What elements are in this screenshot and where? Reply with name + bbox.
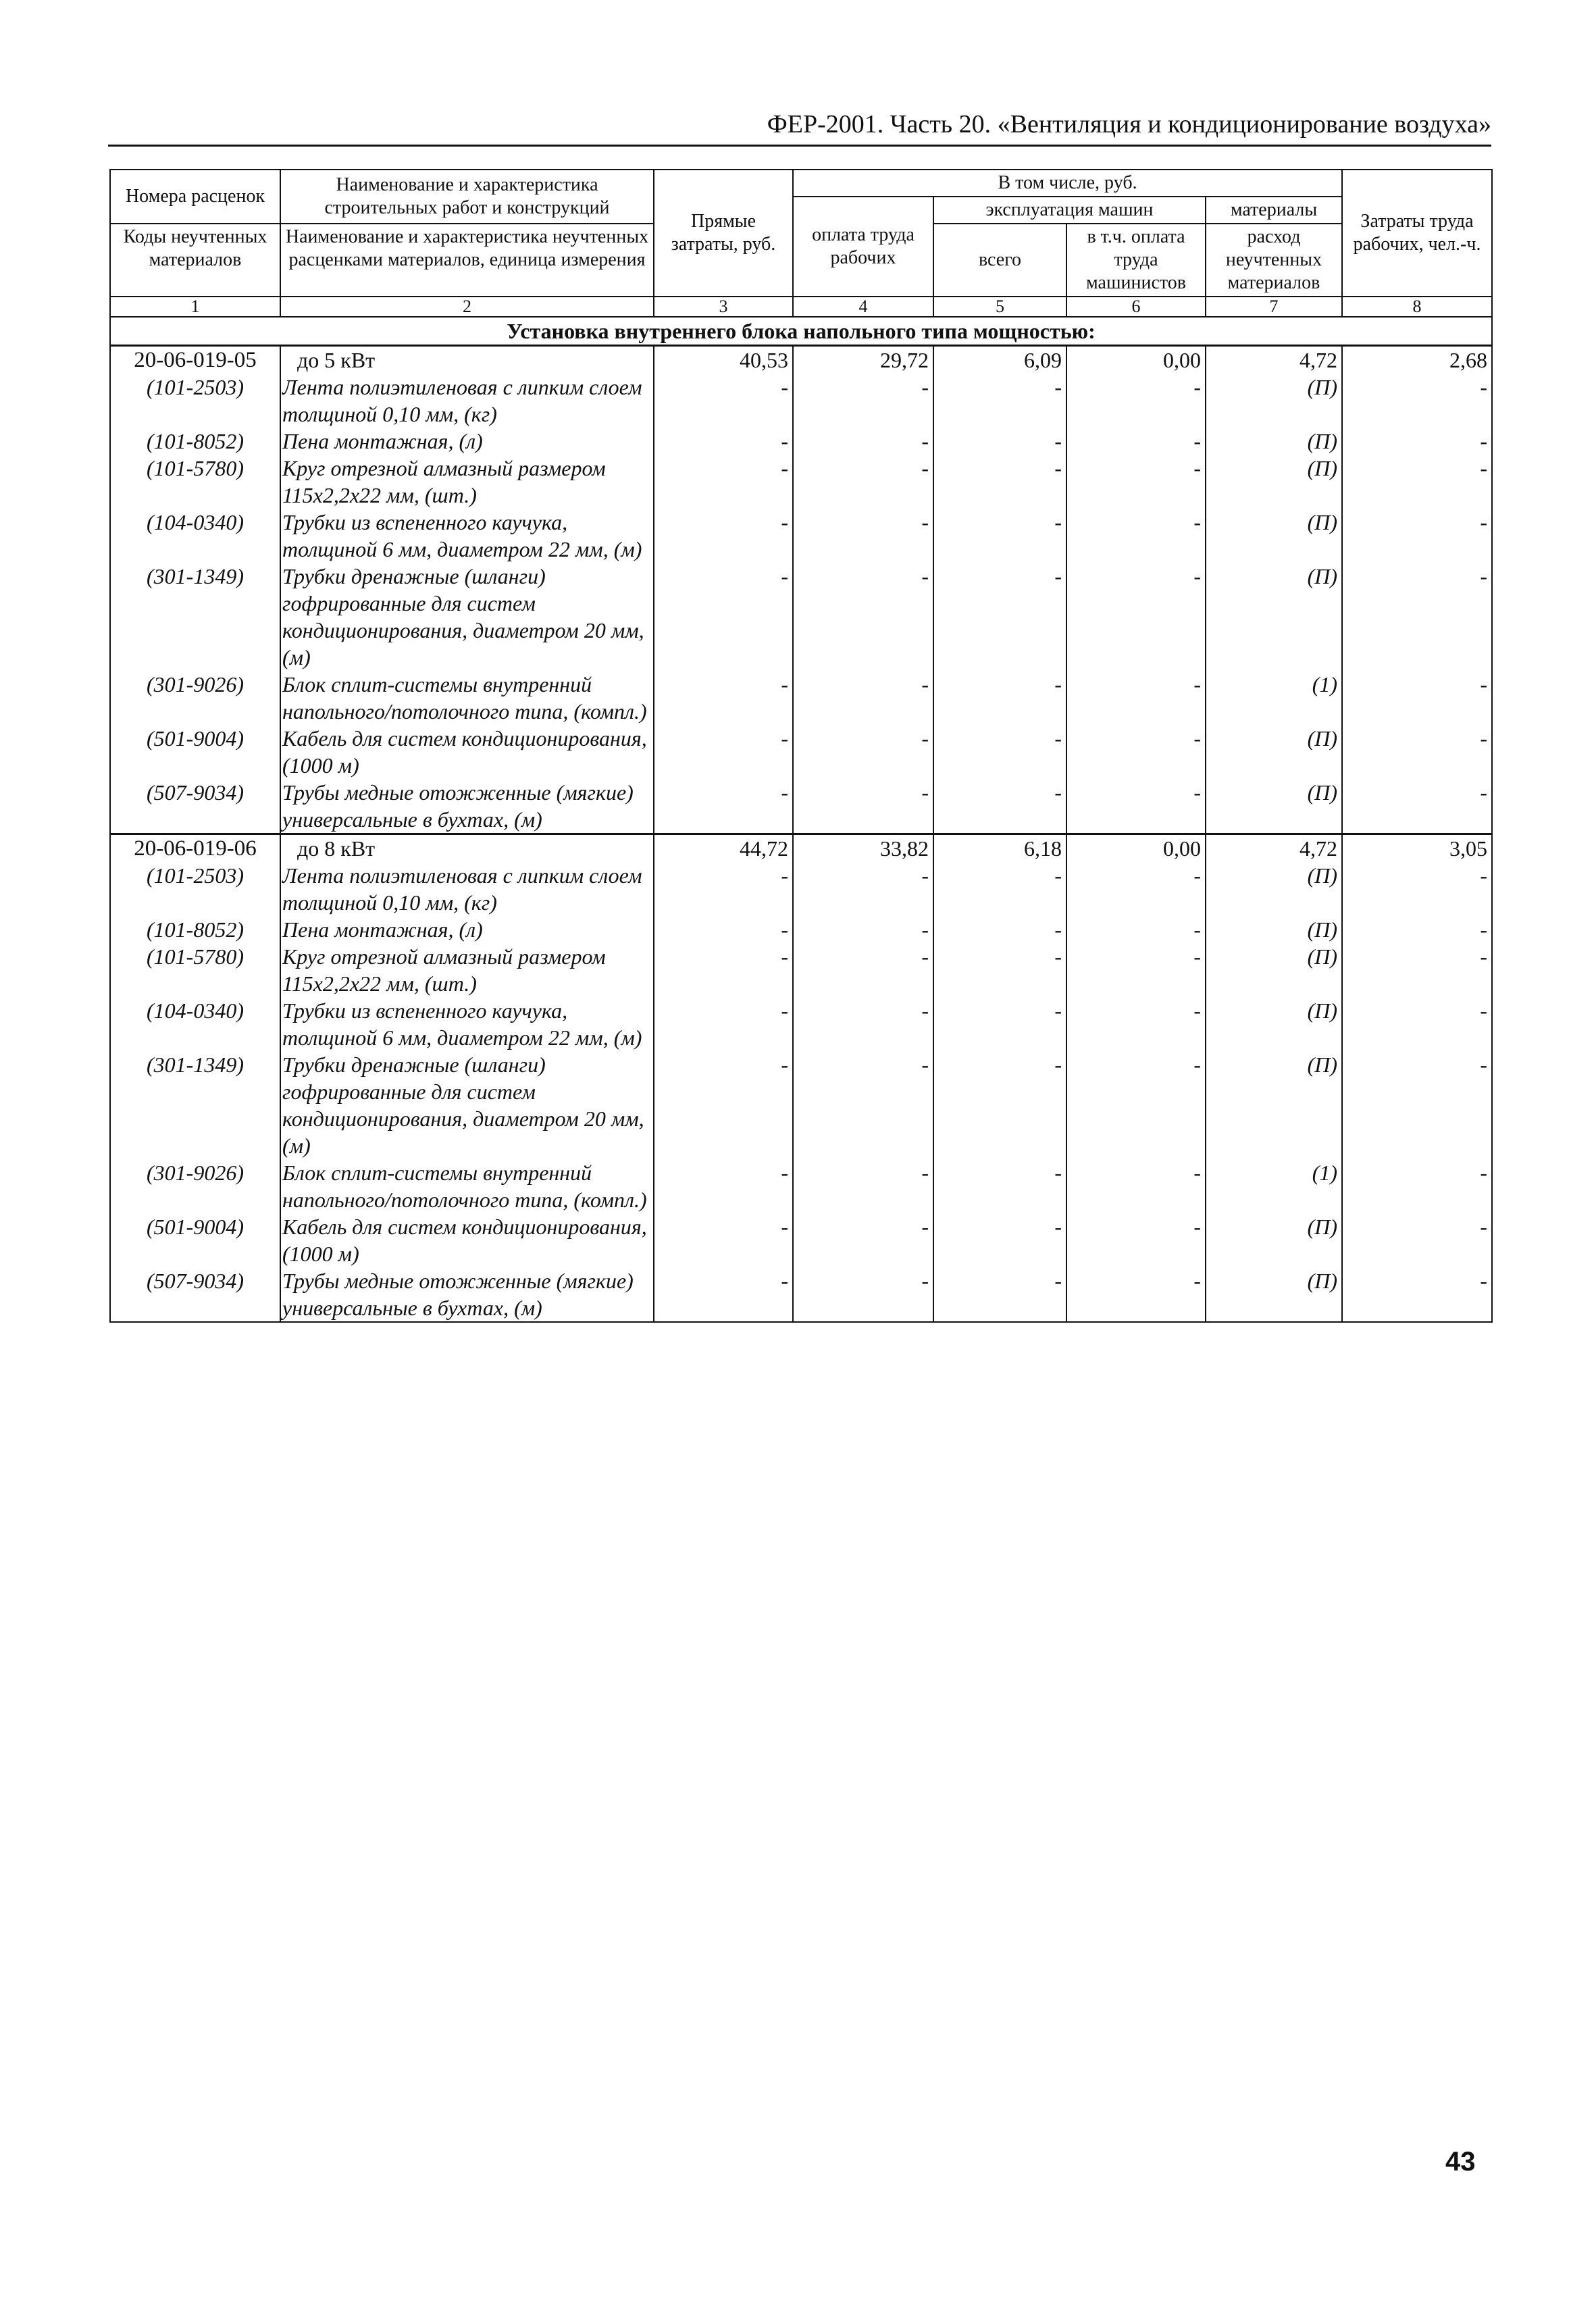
material-name: Пена монтажная, (л) xyxy=(280,916,654,943)
empty-value-dash: - xyxy=(933,862,1066,916)
empty-value-dash: - xyxy=(654,671,793,725)
material-unit: (П) xyxy=(1206,779,1342,834)
empty-value-dash: - xyxy=(1342,671,1492,725)
material-row xyxy=(110,1159,1492,1213)
direct-costs-value: 40,53 xyxy=(654,346,793,374)
empty-value-dash: - xyxy=(654,943,793,997)
empty-value-dash: - xyxy=(1342,1159,1492,1213)
empty-value-dash: - xyxy=(933,563,1066,671)
empty-value-dash: - xyxy=(933,374,1066,428)
empty-value-dash: - xyxy=(1342,725,1492,779)
material-unit: (П) xyxy=(1206,509,1342,563)
empty-value-dash: - xyxy=(933,1213,1066,1267)
header-labor-hours: Затраты труда рабочих, чел.-ч. xyxy=(1342,170,1492,297)
empty-value-dash: - xyxy=(1066,374,1206,428)
material-unit: (П) xyxy=(1206,1267,1342,1322)
column-number: 7 xyxy=(1206,297,1342,317)
rate-code: 20-06-019-05 xyxy=(110,346,280,374)
empty-value-dash: - xyxy=(1066,1213,1206,1267)
material-name: Трубы медные отожженные (мягкие) универсальные в бухтах, (м) xyxy=(280,779,654,834)
material-code: (507-9034) xyxy=(110,1267,280,1322)
empty-value-dash: - xyxy=(933,455,1066,509)
empty-value-dash: - xyxy=(933,779,1066,834)
material-code: (301-9026) xyxy=(110,671,280,725)
header-unaccounted-materials: расход неучтенных материалов xyxy=(1206,224,1342,297)
material-row xyxy=(110,428,1492,455)
empty-value-dash: - xyxy=(654,779,793,834)
empty-value-dash: - xyxy=(654,509,793,563)
rate-code: 20-06-019-06 xyxy=(110,834,280,863)
empty-value-dash: - xyxy=(654,997,793,1051)
material-name: Пена монтажная, (л) xyxy=(280,428,654,455)
header-labor-pay: оплата труда рабочих xyxy=(793,197,933,297)
empty-value-dash: - xyxy=(1066,1051,1206,1159)
empty-value-dash: - xyxy=(933,509,1066,563)
empty-value-dash: - xyxy=(933,1051,1066,1159)
section-title-row xyxy=(110,317,1492,346)
material-unit: (П) xyxy=(1206,725,1342,779)
material-row xyxy=(110,509,1492,563)
header-machinists-pay: в т.ч. оплата труда машинистов xyxy=(1066,224,1206,297)
empty-value-dash: - xyxy=(793,455,933,509)
material-name: Блок сплит-системы внутренний напольного/потолочного типа, (компл.) xyxy=(280,1159,654,1213)
material-code: (101-2503) xyxy=(110,374,280,428)
empty-value-dash: - xyxy=(654,725,793,779)
empty-value-dash: - xyxy=(1066,943,1206,997)
rate-name: до 8 кВт xyxy=(280,834,654,863)
empty-value-dash: - xyxy=(793,725,933,779)
material-row xyxy=(110,455,1492,509)
empty-value-dash: - xyxy=(793,509,933,563)
labor-hours-value: 2,68 xyxy=(1342,346,1492,374)
empty-value-dash: - xyxy=(933,916,1066,943)
material-unit: (П) xyxy=(1206,916,1342,943)
empty-value-dash: - xyxy=(933,725,1066,779)
empty-value-dash: - xyxy=(654,1213,793,1267)
material-row xyxy=(110,943,1492,997)
empty-value-dash: - xyxy=(654,1159,793,1213)
material-unit: (П) xyxy=(1206,862,1342,916)
material-row xyxy=(110,563,1492,671)
material-row xyxy=(110,916,1492,943)
empty-value-dash: - xyxy=(654,1051,793,1159)
rate-name: до 5 кВт xyxy=(280,346,654,374)
header-group: В том числе, руб. xyxy=(793,170,1342,197)
direct-costs-value: 44,72 xyxy=(654,834,793,863)
material-name: Круг отрезной алмазный размером 115х2,2х22 мм, (шт.) xyxy=(280,943,654,997)
empty-value-dash: - xyxy=(793,428,933,455)
empty-value-dash: - xyxy=(1342,1267,1492,1322)
material-code: (301-1349) xyxy=(110,563,280,671)
machinists-pay-value: 0,00 xyxy=(1066,346,1206,374)
material-name: Трубки из вспененного каучука, толщиной 6 мм, диаметром 22 мм, (м) xyxy=(280,997,654,1051)
empty-value-dash: - xyxy=(1066,916,1206,943)
material-unit: (П) xyxy=(1206,563,1342,671)
material-unit: (1) xyxy=(1206,1159,1342,1213)
material-unit: (П) xyxy=(1206,1051,1342,1159)
rate-row xyxy=(110,346,1492,374)
material-code: (104-0340) xyxy=(110,509,280,563)
material-row xyxy=(110,862,1492,916)
material-row xyxy=(110,1267,1492,1322)
running-header: ФЕР-2001. Часть 20. «Вентиляция и кондиционирование воздуха» xyxy=(108,109,1491,147)
section-title: Установка внутреннего блока напольного типа мощностью: xyxy=(110,317,1492,346)
empty-value-dash: - xyxy=(793,779,933,834)
labor-pay-value: 33,82 xyxy=(793,834,933,863)
material-code: (301-1349) xyxy=(110,1051,280,1159)
header-materials: материалы xyxy=(1206,197,1342,224)
empty-value-dash: - xyxy=(1066,725,1206,779)
empty-value-dash: - xyxy=(793,1159,933,1213)
empty-value-dash: - xyxy=(1066,862,1206,916)
empty-value-dash: - xyxy=(654,862,793,916)
material-name: Трубки из вспененного каучука, толщиной 6 мм, диаметром 22 мм, (м) xyxy=(280,509,654,563)
material-name: Трубки дренажные (шланги) гофрированные для систем кондиционирования, диаметром 20 мм, (м) xyxy=(280,563,654,671)
material-unit: (П) xyxy=(1206,455,1342,509)
column-number: 2 xyxy=(280,297,654,317)
empty-value-dash: - xyxy=(1342,943,1492,997)
material-name: Блок сплит-системы внутренний напольного/потолочного типа, (компл.) xyxy=(280,671,654,725)
empty-value-dash: - xyxy=(933,671,1066,725)
material-code: (501-9004) xyxy=(110,1213,280,1267)
empty-value-dash: - xyxy=(793,997,933,1051)
empty-value-dash: - xyxy=(654,374,793,428)
empty-value-dash: - xyxy=(793,671,933,725)
empty-value-dash: - xyxy=(1066,509,1206,563)
empty-value-dash: - xyxy=(1066,428,1206,455)
material-unit: (П) xyxy=(1206,428,1342,455)
empty-value-dash: - xyxy=(793,916,933,943)
labor-hours-value: 3,05 xyxy=(1342,834,1492,863)
empty-value-dash: - xyxy=(933,428,1066,455)
empty-value-dash: - xyxy=(654,1267,793,1322)
material-code: (104-0340) xyxy=(110,997,280,1051)
material-code: (101-5780) xyxy=(110,943,280,997)
material-unit: (П) xyxy=(1206,943,1342,997)
material-row xyxy=(110,374,1492,428)
empty-value-dash: - xyxy=(1342,455,1492,509)
header-col2-top: Наименование и характеристика строительных работ и конструкций xyxy=(280,170,654,224)
material-name: Кабель для систем кондиционирования, (1000 м) xyxy=(280,725,654,779)
material-code: (101-5780) xyxy=(110,455,280,509)
materials-value: 4,72 xyxy=(1206,346,1342,374)
empty-value-dash: - xyxy=(1066,455,1206,509)
material-unit: (1) xyxy=(1206,671,1342,725)
page-number: 43 xyxy=(1445,2147,1476,2177)
empty-value-dash: - xyxy=(1342,509,1492,563)
rates-table xyxy=(109,169,1493,1323)
header-machines-total: всего xyxy=(933,224,1066,297)
material-code: (501-9004) xyxy=(110,725,280,779)
material-row xyxy=(110,997,1492,1051)
empty-value-dash: - xyxy=(793,1213,933,1267)
empty-value-dash: - xyxy=(654,563,793,671)
empty-value-dash: - xyxy=(933,1159,1066,1213)
empty-value-dash: - xyxy=(1342,779,1492,834)
header-col2-bottom: Наименование и характеристика неучтенных расценками материалов, единица измерения xyxy=(280,224,654,297)
material-row xyxy=(110,671,1492,725)
material-name: Трубы медные отожженные (мягкие) универсальные в бухтах, (м) xyxy=(280,1267,654,1322)
empty-value-dash: - xyxy=(1066,1267,1206,1322)
header-machines: эксплуатация машин xyxy=(933,197,1206,224)
column-number: 5 xyxy=(933,297,1066,317)
material-unit: (П) xyxy=(1206,374,1342,428)
empty-value-dash: - xyxy=(654,916,793,943)
empty-value-dash: - xyxy=(793,943,933,997)
empty-value-dash: - xyxy=(793,563,933,671)
column-number: 3 xyxy=(654,297,793,317)
column-number: 1 xyxy=(110,297,280,317)
empty-value-dash: - xyxy=(1066,779,1206,834)
column-number: 4 xyxy=(793,297,933,317)
empty-value-dash: - xyxy=(654,428,793,455)
material-name: Трубки дренажные (шланги) гофрированные для систем кондиционирования, диаметром 20 мм, (м) xyxy=(280,1051,654,1159)
material-row xyxy=(110,1051,1492,1159)
column-numbers xyxy=(110,297,1492,317)
header-direct-costs: Прямые затраты, руб. xyxy=(654,170,793,297)
empty-value-dash: - xyxy=(1342,862,1492,916)
material-name: Кабель для систем кондиционирования, (1000 м) xyxy=(280,1213,654,1267)
empty-value-dash: - xyxy=(933,997,1066,1051)
empty-value-dash: - xyxy=(793,1267,933,1322)
machines-total-value: 6,09 xyxy=(933,346,1066,374)
material-code: (101-8052) xyxy=(110,428,280,455)
empty-value-dash: - xyxy=(1066,997,1206,1051)
column-number: 6 xyxy=(1066,297,1206,317)
empty-value-dash: - xyxy=(1066,563,1206,671)
material-code: (101-2503) xyxy=(110,862,280,916)
material-unit: (П) xyxy=(1206,1213,1342,1267)
empty-value-dash: - xyxy=(933,943,1066,997)
empty-value-dash: - xyxy=(1066,1159,1206,1213)
empty-value-dash: - xyxy=(1066,671,1206,725)
material-name: Лента полиэтиленовая с липким слоем толщиной 0,10 мм, (кг) xyxy=(280,374,654,428)
material-row xyxy=(110,1213,1492,1267)
material-name: Круг отрезной алмазный размером 115х2,2х22 мм, (шт.) xyxy=(280,455,654,509)
machines-total-value: 6,18 xyxy=(933,834,1066,863)
column-number: 8 xyxy=(1342,297,1492,317)
empty-value-dash: - xyxy=(793,862,933,916)
table-body xyxy=(110,317,1492,1322)
empty-value-dash: - xyxy=(1342,563,1492,671)
empty-value-dash: - xyxy=(1342,428,1492,455)
empty-value-dash: - xyxy=(1342,1213,1492,1267)
material-row xyxy=(110,725,1492,779)
empty-value-dash: - xyxy=(933,1267,1066,1322)
table-header xyxy=(110,170,1492,317)
material-row xyxy=(110,779,1492,834)
header-col1-top: Номера расценок xyxy=(110,170,280,224)
material-code: (507-9034) xyxy=(110,779,280,834)
material-name: Лента полиэтиленовая с липким слоем толщиной 0,10 мм, (кг) xyxy=(280,862,654,916)
empty-value-dash: - xyxy=(1342,374,1492,428)
header-col1-bottom: Коды неучтенных материалов xyxy=(110,224,280,297)
machinists-pay-value: 0,00 xyxy=(1066,834,1206,863)
material-code: (301-9026) xyxy=(110,1159,280,1213)
empty-value-dash: - xyxy=(1342,1051,1492,1159)
empty-value-dash: - xyxy=(1342,997,1492,1051)
rate-row xyxy=(110,834,1492,863)
labor-pay-value: 29,72 xyxy=(793,346,933,374)
empty-value-dash: - xyxy=(793,1051,933,1159)
material-code: (101-8052) xyxy=(110,916,280,943)
empty-value-dash: - xyxy=(654,455,793,509)
empty-value-dash: - xyxy=(1342,916,1492,943)
empty-value-dash: - xyxy=(793,374,933,428)
material-unit: (П) xyxy=(1206,997,1342,1051)
materials-value: 4,72 xyxy=(1206,834,1342,863)
